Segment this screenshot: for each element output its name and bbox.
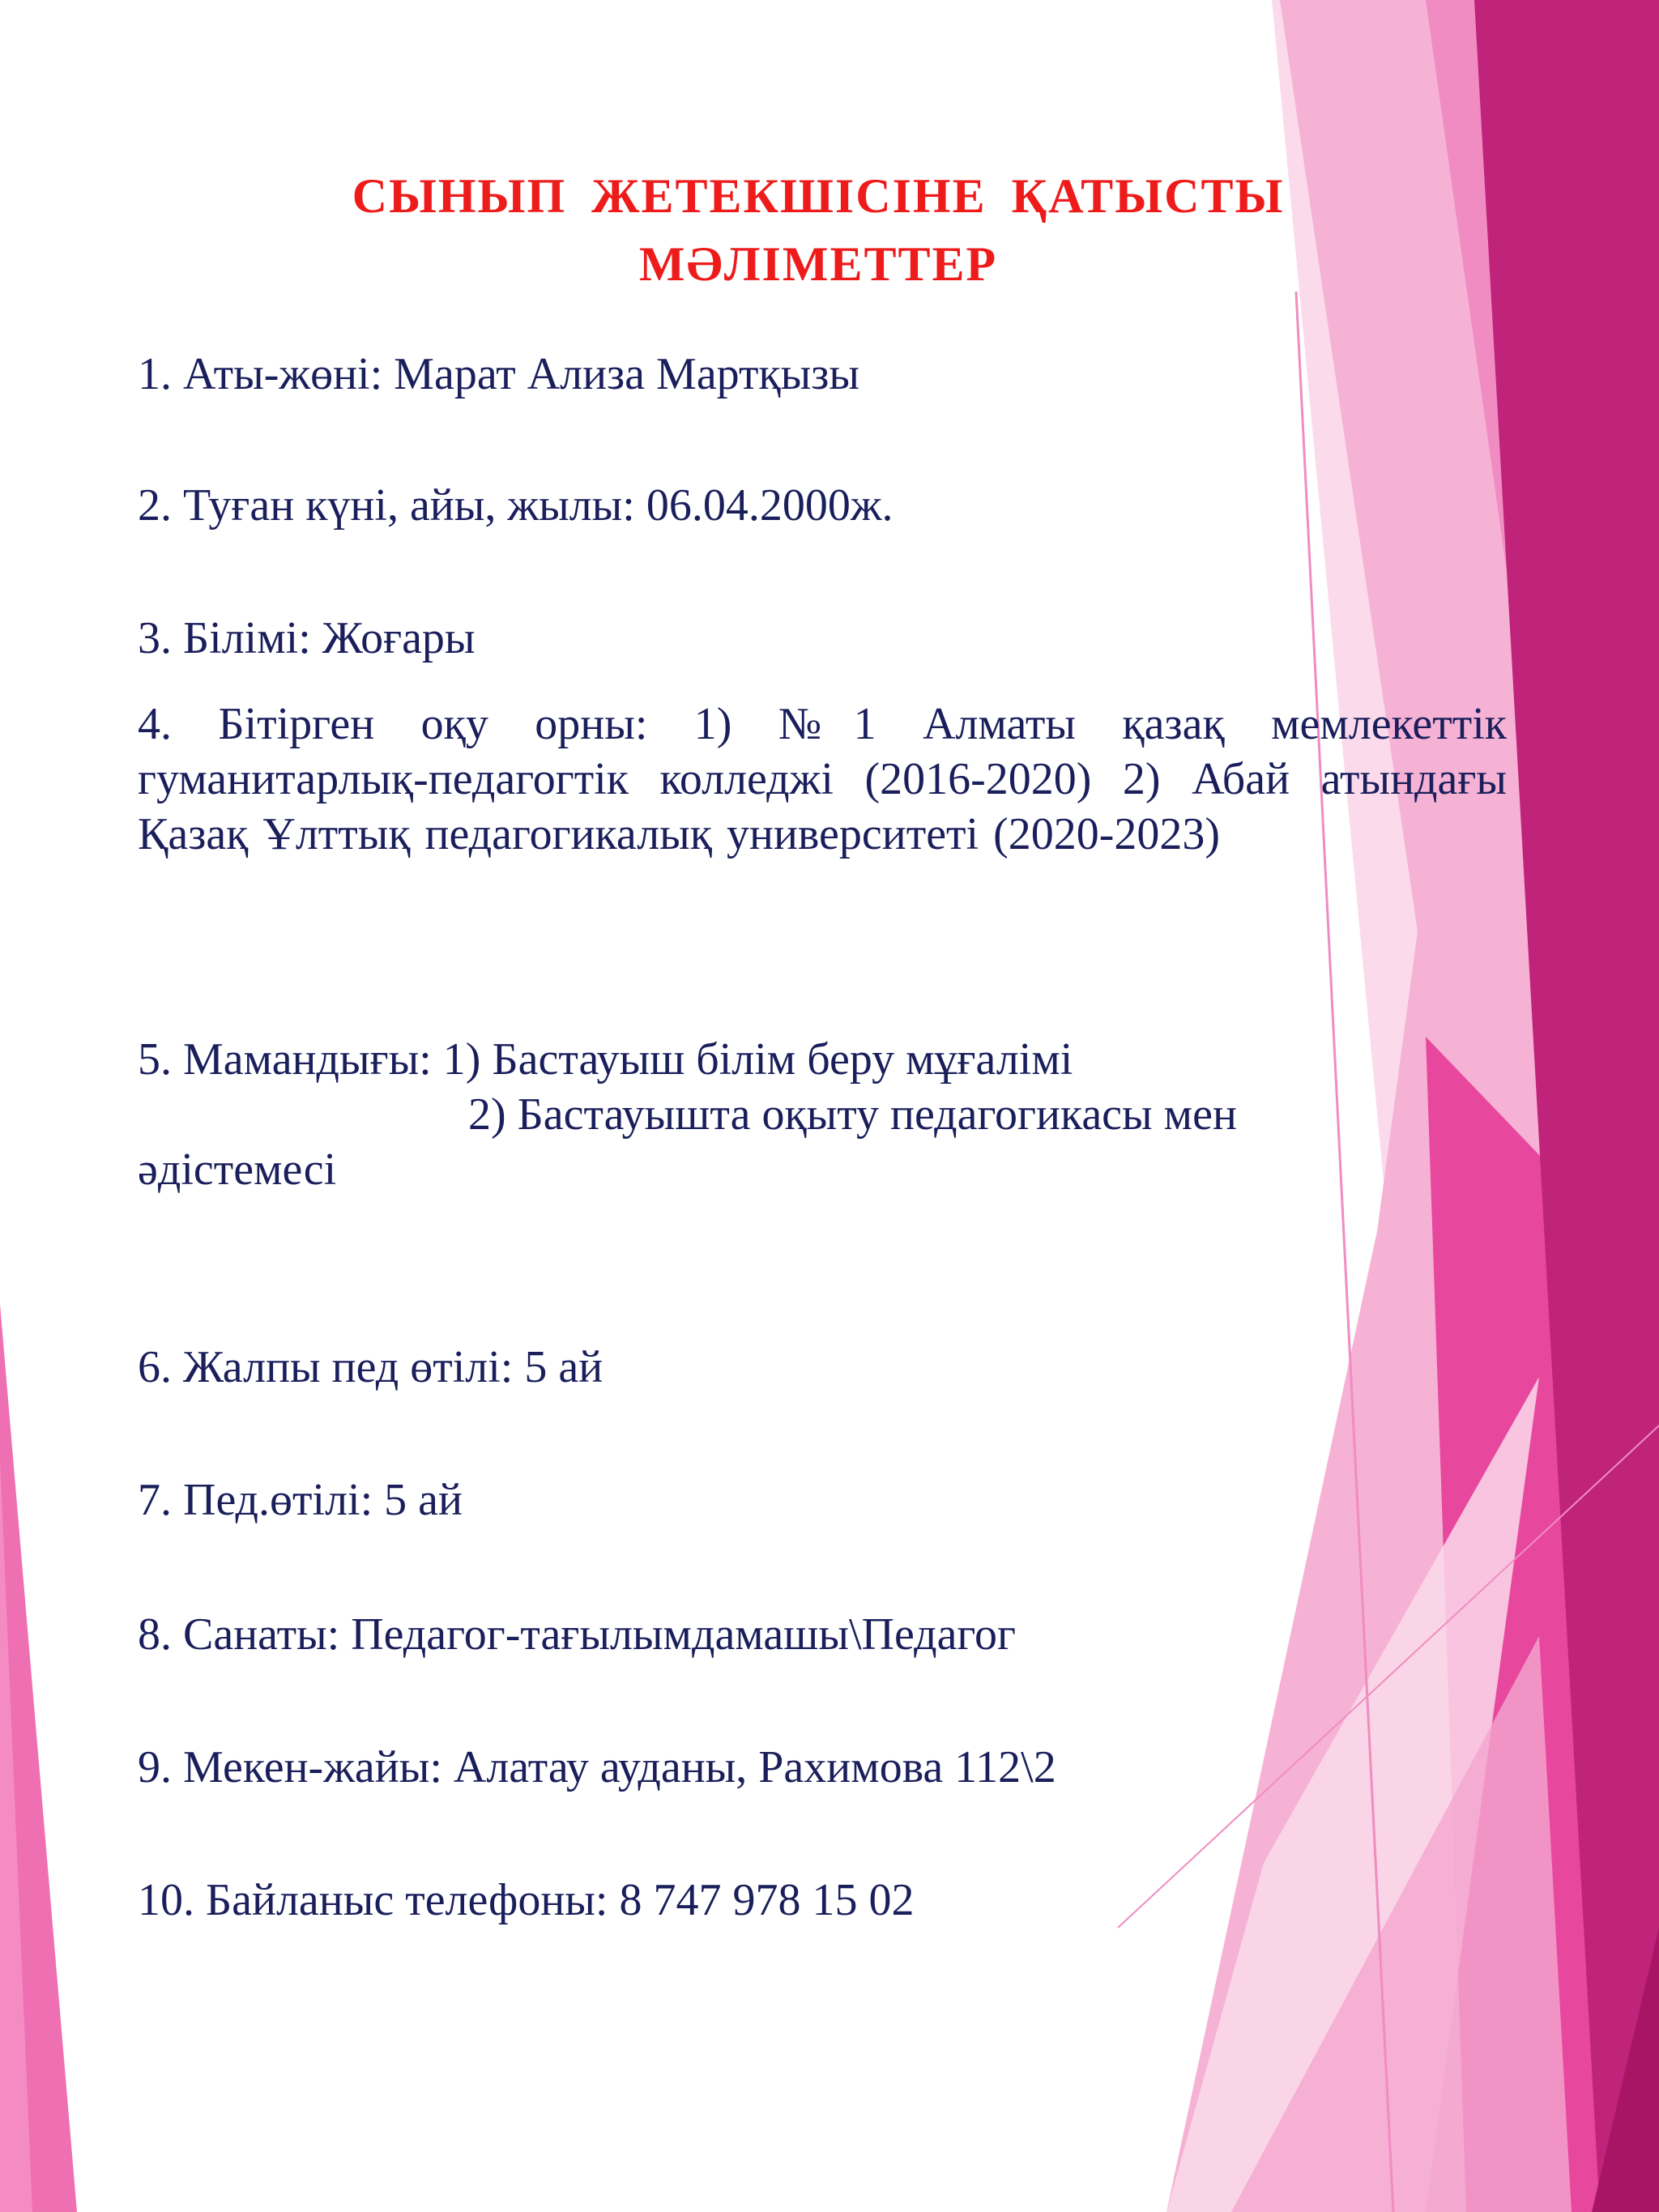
specialty-line-3: әдістемесі [138,1144,337,1195]
specialty-line-1: 5. Мамандығы: 1) Бастауыш білім беру мұғалімі [138,1034,1073,1085]
info-item-education: 3. Білімі: Жоғары [138,613,476,663]
info-item-phone: 10. Байланыс телефоны: 8 747 978 15 02 [138,1875,915,1925]
info-item-total-experience: 6. Жалпы пед өтілі: 5 ай [138,1342,603,1392]
title-line-2: МӘЛІМЕТТЕР [638,237,998,291]
info-item-category: 8. Санаты: Педагог-тағылымдамашы\Педагог [138,1609,1016,1660]
specialty-line-2: 2) Бастауышта оқыту педагогикасы мен [468,1089,1237,1140]
page-title [292,162,1345,298]
info-item-ped-experience: 7. Пед.өтілі: 5 ай [138,1475,463,1525]
title-line-1: СЫНЫП ЖЕТЕКШІСІНЕ ҚАТЫСТЫ [352,169,1285,223]
info-item-specialty [138,1032,1237,1197]
info-item-institution: 4. Бітірген оқу орны: 1) №1 Алматы қазақ мемлекеттік гуманитарлық-педагогтік колледжі (2016-2020) 2) Абай атындағы Қазақ Ұлттық педагогикалық университеті (2020-2023) [138,699,1507,859]
info-item-birthdate: 2. Туған күні, айы, жылы: 06.04.2000ж. [138,480,893,531]
info-item-address: 9. Мекен-жайы: Алатау ауданы, Рахимова 112\2 [138,1742,1056,1792]
info-item-name: 1. Аты-жөні: Марат Ализа Мартқызы [138,349,859,399]
